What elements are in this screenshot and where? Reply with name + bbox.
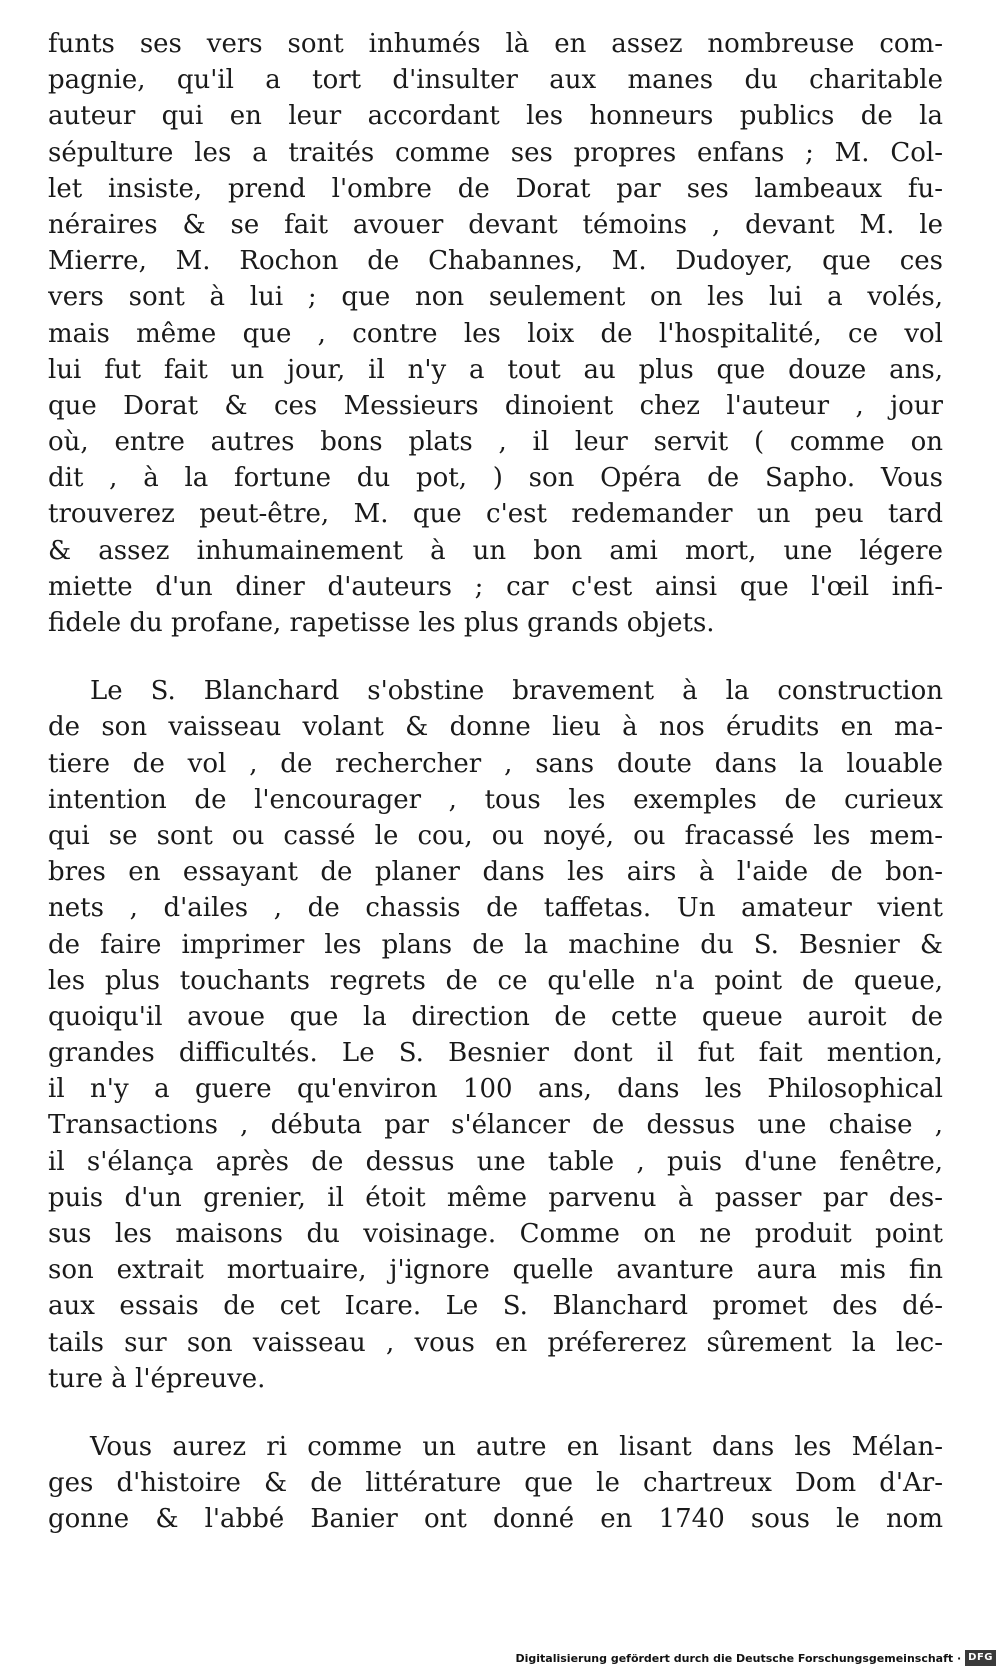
- text-line: puis d'un grenier, il étoit même parvenu à passer par des-: [48, 1182, 943, 1213]
- text-line: bres en essayant de planer dans les airs à l'aide de bon-: [48, 857, 943, 888]
- text-line: Vous aurez ri comme un autre en lisant dans les Mélan-: [90, 1431, 943, 1462]
- text-line: néraires & se fait avouer devant témoins , devant M. le: [48, 209, 943, 240]
- text-line: il n'y a guere qu'environ 100 ans, dans les Philosophical: [48, 1074, 943, 1105]
- text-line: trouverez peut-être, M. que c'est redemander un peu tard: [48, 499, 943, 530]
- text-line: grandes difficultés. Le S. Besnier dont il fut fait mention,: [48, 1038, 943, 1069]
- text-line: il s'élança après de dessus une table , puis d'une fenêtre,: [48, 1146, 943, 1177]
- page-text: [48, 26, 943, 1538]
- text-line: Transactions , débuta par s'élancer de dessus une chaise ,: [48, 1110, 943, 1141]
- text-line: fidele du profane, rapetisse les plus grands objets.: [48, 608, 715, 638]
- text-line: ture à l'épreuve.: [48, 1363, 266, 1394]
- text-line: sépulture les a traités comme ses propres enfans ; M. Col-: [48, 137, 943, 168]
- text-line: miette d'un diner d'auteurs ; car c'est ainsi que l'œil infi-: [48, 571, 943, 602]
- text-line: son extrait mortuaire, j'ignore quelle avanture aura mis fin: [48, 1255, 943, 1286]
- text-line: & assez inhumainement à un bon ami mort, une légere: [48, 535, 943, 566]
- paragraph-gap: [48, 1397, 943, 1429]
- text-line: sus les maisons du voisinage. Comme on ne produit point: [48, 1219, 943, 1249]
- text-line: vers sont à lui ; que non seulement on les lui a volés,: [48, 282, 943, 313]
- text-line: quoiqu'il avoue que la direction de cette queue auroit de: [48, 1001, 943, 1032]
- text-line: aux essais de cet Icare. Le S. Blanchard promet des dé-: [48, 1291, 943, 1322]
- text-line: gonne & l'abbé Banier ont donné en 1740 sous le nom: [48, 1504, 943, 1535]
- text-line: Mierre, M. Rochon de Chabannes, M. Dudoyer, que ces: [48, 246, 943, 277]
- text-line: mais même que , contre les loix de l'hospitalité, ce vol: [48, 318, 943, 349]
- text-line: où, entre autres bons plats , il leur servit ( comme on: [48, 427, 943, 458]
- text-line: tails sur son vaisseau , vous en préfererez sûrement la lec-: [48, 1327, 943, 1358]
- text-line: tiere de vol , de rechercher , sans doute dans la louable: [48, 748, 943, 779]
- paragraph-2: [48, 673, 943, 1397]
- text-line: Le S. Blanchard s'obstine bravement à la construction: [90, 676, 943, 707]
- text-line: dit , à la fortune du pot, ) son Opéra de Sapho. Vous: [48, 463, 943, 494]
- text-line: intention de l'encourager , tous les exemples de curieux: [48, 784, 943, 815]
- text-line: funts ses vers sont inhumés là en assez nombreuse com-: [48, 29, 943, 59]
- text-line: de son vaisseau volant & donne lieu à nos érudits en ma-: [48, 712, 943, 743]
- text-line: de faire imprimer les plans de la machine du S. Besnier &: [48, 929, 943, 960]
- dfg-logo-icon: DFG: [965, 1650, 996, 1666]
- paragraph-1: [48, 26, 943, 641]
- paragraph-gap: [48, 641, 943, 673]
- text-line: qui se sont ou cassé le cou, ou noyé, ou fracassé les mem-: [48, 820, 943, 851]
- text-line: lui fut fait un jour, il n'y a tout au plus que douze ans,: [48, 354, 943, 385]
- text-line: que Dorat & ces Messieurs dinoient chez l'auteur , jour: [48, 390, 943, 421]
- text-line: nets , d'ailes , de chassis de taffetas. Un amateur vient: [48, 893, 943, 924]
- text-line: ges d'histoire & de littérature que le chartreux Dom d'Ar-: [48, 1468, 943, 1499]
- text-line: auteur qui en leur accordant les honneurs publics de la: [48, 101, 943, 132]
- text-line: pagnie, qu'il a tort d'insulter aux manes du charitable: [48, 65, 943, 96]
- digitization-credit: [515, 1648, 996, 1668]
- text-line: les plus touchants regrets de ce qu'elle n'a point de queue,: [48, 965, 943, 996]
- paragraph-3: [48, 1429, 943, 1538]
- credit-text: Digitalisierung gefördert durch die Deutsche Forschungsgemeinschaft ·: [515, 1651, 962, 1665]
- text-line: let insiste, prend l'ombre de Dorat par ses lambeaux fu-: [48, 173, 943, 204]
